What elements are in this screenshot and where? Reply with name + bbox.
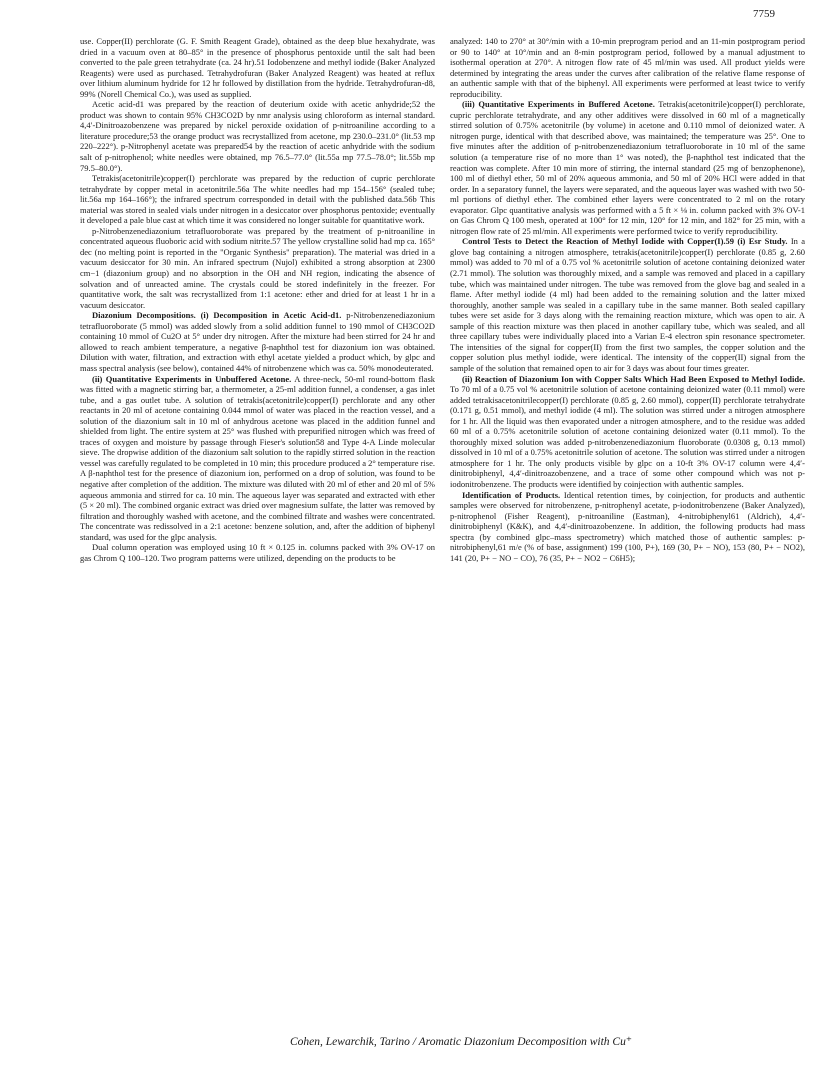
left-column [80, 36, 435, 563]
paragraph-heading: (ii) Quantitative Experiments in Unbuffered Acetone. [92, 373, 292, 384]
paragraph-text: p-Nitrobenzenediazonium tetrafluoroborate (5 mmol) was added slowly from a solid addition funnel to 190 mmol of CH3CO2D containing 10 mmol of Cu2O at 5° under dry nitrogen. After the mixture had been stirred for 24 hr and allowed to reach ambient temperature, a negative β-naphthol test for diazonium ion was obtained. Dilution with water, filtration, and extraction with ethyl acetate yielded a product which, by glpc and mass spectral analysis (see below), contained 44% of nitrobenzene which was ca. 50% monodeuterated. [80, 310, 435, 373]
paragraph-heading: Identification of Products. [462, 489, 561, 500]
paragraph-heading: (ii) Reaction of Diazonium Ion with Copper Salts Which Had Been Exposed to Methyl Iodide. [462, 373, 805, 384]
paragraph-text: Identical retention times, by coinjection, for products and authentic samples were observed for nitrobenzene, p-nitrophenyl acetate, p-iodonitrobenzene (Baker Analyzed), p-nitrophenol (Fisher Reagent), p-nitroaniline (Eastman), 4-nitrobiphenyl61 (Aldrich), 4,4′-dinitrobiphenyl (K&K), and 4,4′-dinitroazobenzene. In addition, the following products had mass spectra (by combined glpc–mass spectrometry) which matched those of authentic samples: p-nitrobiphenyl,61 m/e (% of base, assignment) 199 (100, P+), 169 (30, P+ − NO), 153 (80, P+ − NO2), 141 (20, P+ − NO − CO), 76 (35, P+ − NO2 − C6H5); [450, 489, 805, 563]
paragraph-text: analyzed: 140 to 270° at 30°/min with a 10-min preprogram period and an 11-min postprogram period or 90 to 140° at 10°/min and an 8-min postprogram period, followed by a manual adjustment to isothermal operation at 270°. A nitrogen flow rate of 45 ml/min was used. All product yields were determined by integrating the areas under the curves after calibration of the relative flame response of an authentic sample with that of the biphenyl. All experiments were performed at least twice to verify reproducibility. [450, 36, 805, 99]
paragraph-heading: (iii) Quantitative Experiments in Buffered Acetone. [462, 99, 655, 110]
paragraph [80, 310, 435, 373]
paragraph-text: To 70 ml of a 0.75 vol % acetonitrile solution of acetone containing deionized water (0.11 mmol) were added tetrakisacetonitrilecopper(I) perchlorate (0.85 g, 2.60 mmol), copper(II) perchlorate tetrahydrate (0.171 g, 0.51 mmol), and methyl iodide (4 ml). The solution was stirred under a nitrogen atmosphere for 1 hr. All the liquid was then evaporated under a nitrogen atmosphere, and to the residue was added 60 ml of a 0.75% acetonitrile solution of acetone containing deionized water (0.11 mmol). To the thoroughly mixed solution was added p-nitrobenzenediazonium fluoroborate (0.0308 g, 0.13 mmol) dissolved in 10 ml of a 0.75% acetonitrile solution of acetone. The solution was stirred under a nitrogen atmosphere for 1 hr. The only products visible by glpc on a 10-ft 3% OV-17 column were 4,4′-dinitrobiphenyl, 4,4′-dinitroazobenzene, and a trace of some other compound which was not p-iodonitrobenzene. The products were identified by coinjection with authentic samples. [450, 384, 805, 489]
paragraph [80, 36, 435, 99]
paragraph [80, 226, 435, 310]
paragraph [450, 490, 805, 564]
paragraph [450, 236, 805, 373]
paragraph-text: Tetrakis(acetonitrile)copper(I) perchlorate, cupric perchlorate tetrahydrate, and any other additives were dissolved in 60 ml of a magnetically stirred solution of 0.75% acetonitrile (by volume) in acetone and 0.110 mmol of deionized water. A nitrogen purge, identical with that described above, was maintained; the temperature was 25°. One to five minutes after the addition of p-nitrobenzenediazonium tetrafluoroborate in 10 ml of the same solution (a temperature rise of no more than 1° was noted), the β-naphthol test indicated that the reaction was complete. After 10 min more of stirring, the internal standard (25 mg of benzophenone), 100 ml of diethyl ether, 50 ml of 20% aqueous ammonia, and 50 ml of 20% HCl were added in that order. In a separatory funnel, the layers were separated, and the aqueous layer was washed with two 50-ml portions of diethyl ether. The combined ether layers were concentrated to 2 ml on the rotary evaporator. Glpc quantitative analysis was performed with a 5 ft × ⅛ in. column packed with 3% OV-1 on Gas Chrom Q 100 mesh, operated at 100° for 12 min, 120° for 12 min, and 182° for 25 min, with a nitrogen flow rate of 25 ml/min. All experiments were performed twice to verify reproducibility. [450, 99, 806, 236]
paragraph-heading: Diazonium Decompositions. (i) Decomposition in Acetic Acid-d1. [92, 310, 342, 321]
paragraph-text: A three-neck, 50-ml round-bottom flask was fitted with a magnetic stirring bar, a thermometer, a 25-ml addition funnel, a condenser, a gas inlet tube, and a gas outlet tube. A solution of tetrakis(acetonitrile)copper(I) perchlorate and any other reactants in 20 ml of acetone containing 0.044 mmol of water was placed in the reaction vessel, and a solution of the diazonium salt in 10 ml of anhydrous acetone was placed in the addition funnel and shielded from light. The entire system at 25° was flushed with prepurified nitrogen which was freed of traces of oxygen and moisture by passage through Fieser's solution58 and Type 4-A Linde molecular sieve. The dropwise addition of the diazonium salt solution to the rapidly stirred solution in the reaction vessel was carefully regulated to be completed in 10 min; this procedure produced a 2° temperature rise. A β-naphthol test for the presence of diazonium ion, performed on a drop of solution, was found to be negative after completion of the addition. The mixture was diluted with 20 ml of ether and 20 ml of 5% aqueous ammonia and stirred for ca. 10 min. The aqueous layer was separated and extracted with ether (5 × 20 ml). The combined organic extract was dried over magnesium sulfate, the latter was removed by filtration and thoroughly washed with acetone, and the combined filtrate and washes were concentrated. The concentrate was redissolved in a 2:1 acetone: benzene solution, and, after the addition of biphenyl standard, was used for the glpc analysis. [80, 373, 436, 542]
paragraph [450, 36, 805, 99]
paragraph-text: Dual column operation was employed using 10 ft × 0.125 in. columns packed with 3% OV-17 on gas Chrom Q 100–120. Two program patterns were utilized, depending on the products to be [80, 542, 435, 563]
right-column [450, 36, 805, 563]
paragraph-text: Tetrakis(acetonitrile)copper(I) perchlorate was prepared by the reduction of cupric perchlorate tetrahydrate by copper metal in acetonitrile.56a The white needles had mp 154–156° (sealed tube; lit.56a mp 164–166°); the infrared spectrum corresponded in detail with the published data.56b This material was stored in sealed vials under nitrogen in a desiccator over phosphorus pentoxide; eventually it developed a pale blue cast at which time it was considered no longer suitable for quantitative work. [80, 173, 435, 226]
paragraph-heading: Control Tests to Detect the Reaction of Methyl Iodide with Copper(I).59 (i) Esr Study. [462, 236, 788, 247]
paragraph-text: p-Nitrobenzenediazonium tetrafluoroborate was prepared by the treatment of p-nitroaniline in concentrated aqueous fluoboric acid with sodium nitrite.57 The yellow crystalline solid had mp ca. 165° dec (no melting point is reported in the "Organic Synthesis" preparation). The material was dried in a vacuum desiccator for 30 min. An infrared spectrum (Nujol) exhibited a strong absorption at 2300 cm−1 (diazonium group) and no absorption in the OH and NH region, indicating the absence of solvation and of unreacted amine. The crystals could be stored indefinitely in the freezer. For quantitative work, the salt was recrystallized from 1:1 acetone: ether and dried for at least 1 hr in a vacuum desiccator. [80, 225, 435, 310]
page-footer: Cohen, Lewarchik, Tarino / Aromatic Diazonium Decomposition with Cu⁺ [290, 1036, 632, 1048]
paragraph [80, 173, 435, 226]
paragraph-text: use. Copper(II) perchlorate (G. F. Smith Reagent Grade), obtained as the deep blue hexahydrate, was dried in a vacuum oven at 80–85° in the presence of phosphorus pentoxide until the salt had been converted to the pale green tetrahydrate (ca. 24 hr).51 Iodobenzene and methyl iodide (Baker Analyzed Reagents) were used as purchased. Tetrahydrofuran (Baker Analyzed Reagent) was heated at reflux over lithium aluminum hydride for 12 hr followed by distillation from the hydride. Tetrahydrofuran-d8, 99% (Norell Chemical Co.), was used as supplied. [80, 36, 435, 99]
paragraph [80, 542, 435, 563]
paragraph [80, 99, 435, 173]
paragraph [450, 99, 805, 236]
paragraph-text: In a glove bag containing a nitrogen atmosphere, tetrakis(acetonitrile)copper(I) perchlorate (0.85 g, 2.60 mmol) was added to 70 ml of a 0.75 vol % acetonitrile solution of acetone containing deionized water (2.71 mmol). The solution was thoroughly mixed, and a sample was removed and placed in a capillary tube, which was maintained under nitrogen. The tube was removed from the glove bag and sealed in a flame. After methyl iodide (4 ml) had been added to the remaining solution and the latter mixed thoroughly, another sample was sealed in a capillary tube in the same manner. Both sealed capillary tubes were set aside for 3 days along with the remaining reaction mixture, which was open to air. A sample of this reaction mixture was then placed in another capillary tube, which was sealed, and all three capillary tubes were individually placed into a Varian E-4 electron spin resonance spectrometer. The intensities of the signal for copper(II) from the first two samples, the copper solution and the copper solution plus methyl iodide, were identical. The intensity of the copper(II) signal from the sample of the solution that remained open to air for 3 days was about four times greater. [450, 236, 805, 373]
paragraph-text: Acetic acid-d1 was prepared by the reaction of deuterium oxide with acetic anhydride;52 the product was shown to contain 95% CH3CO2D by nmr analysis using chloroform as internal standard. 4,4′-Dinitroazobenzene was prepared by nickel peroxide oxidation of p-nitroaniline according to a literature procedure;53 the orange product was recrystallized from acetone, mp 230.0–231.0° (lit.53 mp 220–222°). p-Nitrophenyl acetate was prepared54 by the reaction of acetic anhydride with the sodium salt of p-nitrophenol; white needles were obtained, mp 76.5–77.0° (lit.55a mp 77.5–78.0°; lit.55b mp 79.5–80.0°). [80, 99, 435, 173]
paragraph [450, 374, 805, 490]
page-number: 7759 [753, 8, 775, 20]
paragraph [80, 374, 435, 543]
